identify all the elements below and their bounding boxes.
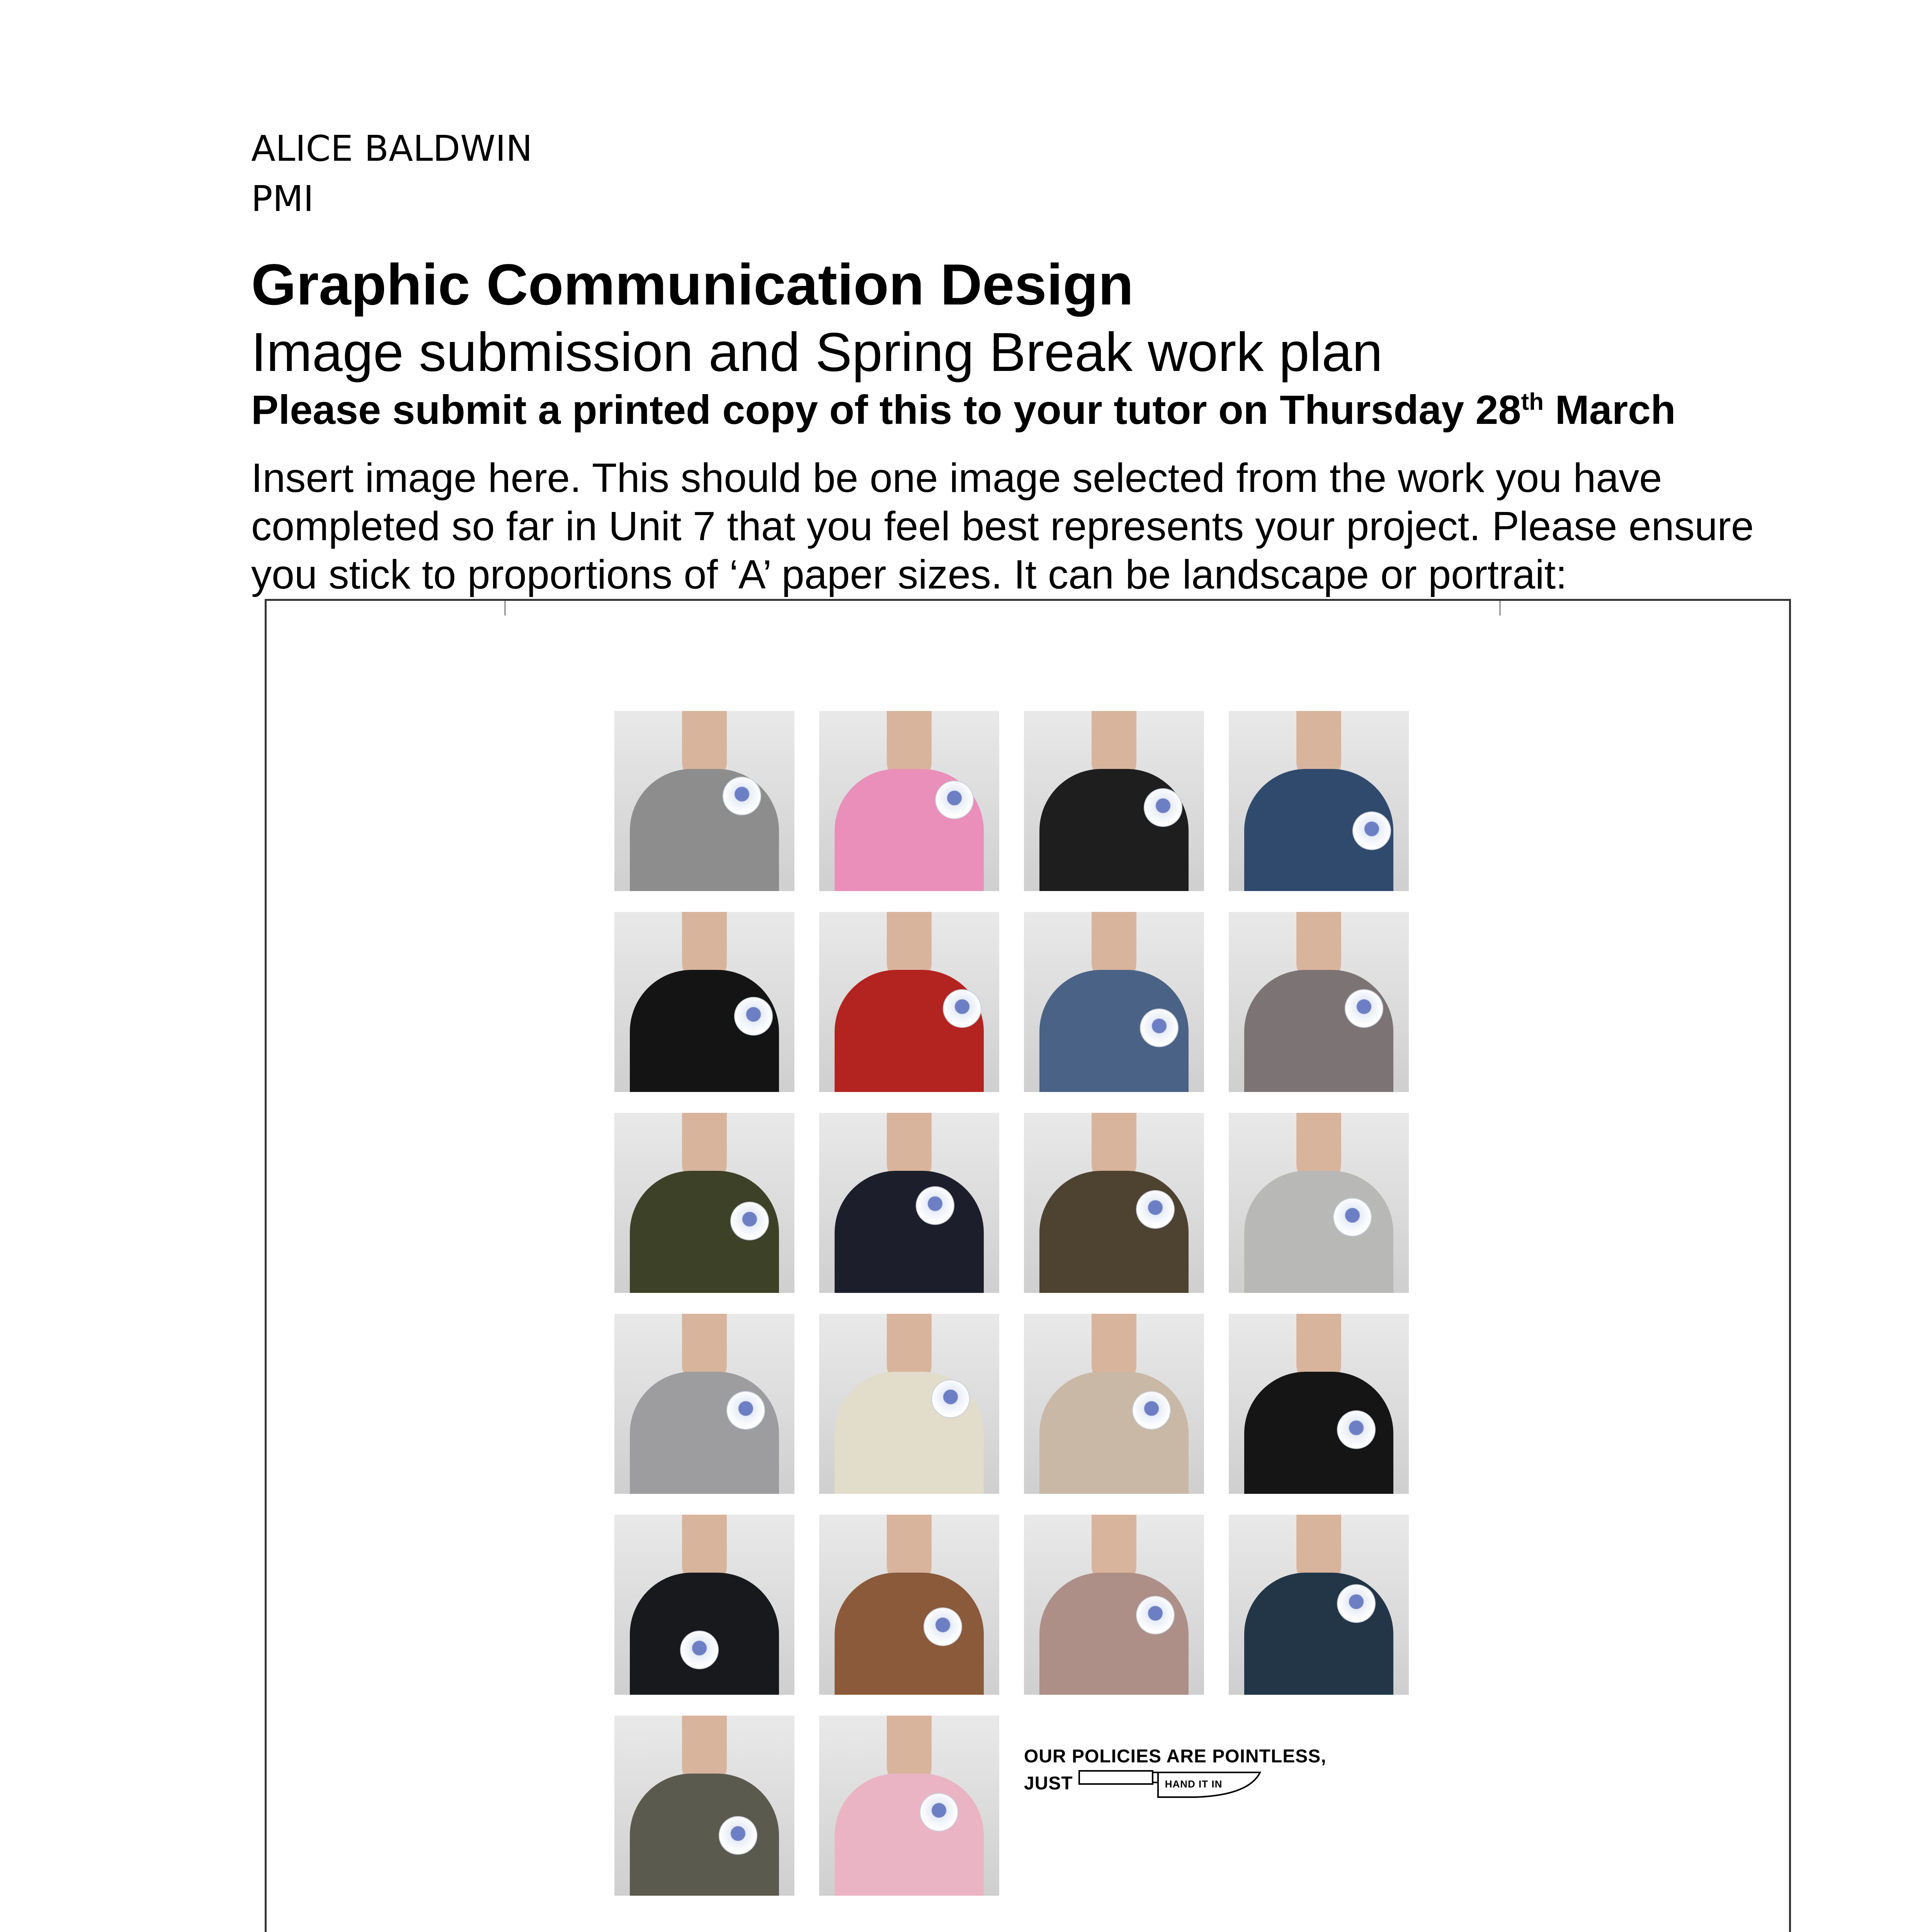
- image-instructions-line: you stick to proportions of ‘A’ paper sizes. It can be landscape or portrait:: [251, 552, 1567, 597]
- pin-badge-icon: [923, 1607, 962, 1646]
- badge-photo: [819, 912, 999, 1092]
- image-instructions: [251, 454, 1754, 599]
- pin-badge-icon: [1144, 788, 1182, 827]
- pin-badge-icon: [1136, 1190, 1175, 1229]
- image-box: [265, 599, 1791, 1932]
- badge-photo: [819, 1314, 999, 1494]
- pin-badge-icon: [1345, 989, 1383, 1028]
- student-code: PMI: [251, 178, 314, 219]
- badge-photo: [1024, 1515, 1204, 1695]
- submit-note-text: Please submit a printed copy of this to your tutor on Thursday 28: [251, 387, 1521, 433]
- photo-garment: [1039, 1372, 1189, 1494]
- crop-mark: [504, 601, 520, 616]
- photo-garment: [835, 1171, 984, 1293]
- pin-badge-icon: [943, 989, 981, 1028]
- badge-photo: [614, 1314, 794, 1494]
- pin-badge-icon: [920, 1793, 958, 1832]
- knife-label: HAND IT IN: [1165, 1778, 1223, 1790]
- pin-badge-icon: [726, 1391, 765, 1430]
- image-instructions-line: Insert image here. This should be one image selected from the work you have: [251, 455, 1662, 501]
- badge-photo: [1024, 1314, 1204, 1494]
- badge-photo: [1229, 1113, 1409, 1293]
- pin-badge-icon: [1136, 1596, 1175, 1634]
- photo-garment: [1039, 1573, 1189, 1695]
- pin-badge-icon: [916, 1186, 954, 1225]
- badge-photo: [1229, 1515, 1409, 1695]
- photo-garment: [1244, 1171, 1393, 1293]
- badge-photo: [1024, 1113, 1204, 1293]
- badge-photo: [1229, 711, 1409, 891]
- badge-photo: [1024, 711, 1204, 891]
- pin-badge-icon: [1337, 1410, 1376, 1449]
- badge-photo: [614, 1515, 794, 1695]
- photo-garment: [1039, 1171, 1189, 1293]
- page-subtitle: Image submission and Spring Break work plan: [251, 321, 1383, 383]
- slogan-line: OUR POLICIES ARE POINTLESS,: [1024, 1746, 1327, 1767]
- pin-badge-icon: [1140, 1009, 1179, 1047]
- pin-badge-icon: [680, 1631, 719, 1669]
- slogan-line: [1024, 1769, 1327, 1799]
- pin-badge-icon: [723, 777, 761, 815]
- pin-badge-icon: [730, 1202, 769, 1240]
- badge-photo: [614, 711, 794, 891]
- slogan-word: JUST: [1024, 1773, 1073, 1794]
- submit-note-month: March: [1544, 387, 1676, 433]
- pin-badge-icon: [1132, 1391, 1171, 1430]
- submit-note-sup: th: [1521, 388, 1544, 415]
- pin-badge-icon: [935, 781, 974, 819]
- crop-mark: [1499, 601, 1515, 616]
- badge-photo: [819, 1716, 999, 1896]
- photo-garment: [835, 1774, 984, 1896]
- pin-badge-icon: [734, 997, 773, 1036]
- badge-photo: [1024, 912, 1204, 1092]
- badge-photo: [1229, 1314, 1409, 1494]
- badge-photo: [819, 1515, 999, 1695]
- image-instructions-line: completed so far in Unit 7 that you feel best represents your project. Please ensure: [251, 503, 1754, 549]
- pin-badge-icon: [1333, 1198, 1372, 1236]
- knife-icon: [1078, 1769, 1264, 1799]
- photo-garment: [835, 970, 984, 1092]
- photo-garment: [1039, 769, 1189, 891]
- photo-garment: [835, 1573, 984, 1695]
- photo-garment: [1244, 970, 1393, 1092]
- badge-photo: [819, 711, 999, 891]
- pin-badge-icon: [931, 1379, 970, 1418]
- pin-badge-icon: [1337, 1584, 1376, 1623]
- course-title: Graphic Communication Design: [251, 252, 1134, 317]
- badge-photo: [614, 1113, 794, 1293]
- slogan: [1024, 1745, 1327, 1799]
- photo-garment: [630, 1372, 779, 1494]
- submit-note: [251, 386, 1676, 435]
- badge-photo: [614, 1716, 794, 1896]
- pin-badge-icon: [719, 1816, 757, 1855]
- badge-photo: [819, 1113, 999, 1293]
- student-name: ALICE BALDWIN: [251, 128, 533, 169]
- badge-photo: [1229, 912, 1409, 1092]
- badge-photo: [614, 912, 794, 1092]
- pin-badge-icon: [1352, 811, 1391, 850]
